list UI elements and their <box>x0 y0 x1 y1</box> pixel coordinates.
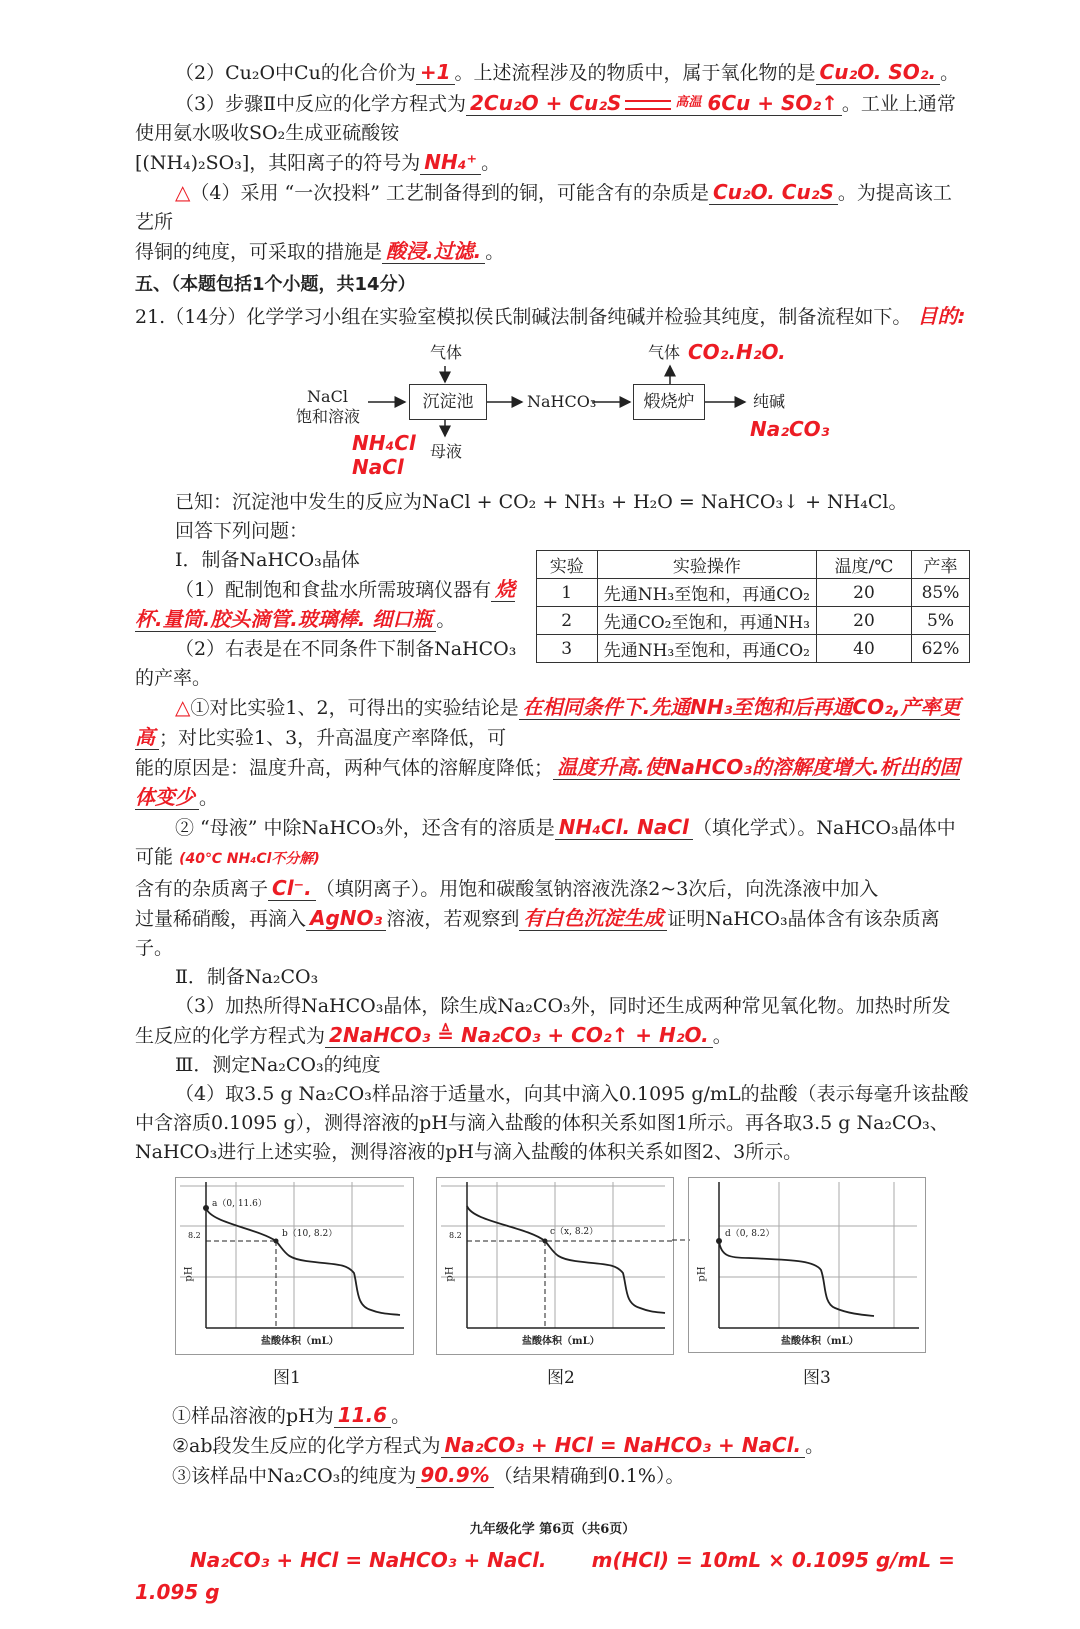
hw-eq-right: 6Cu + SO₂↑ <box>707 91 838 115</box>
cell: 先通NH₃至饱和，再通CO₂ <box>597 635 816 663</box>
part-1-heading: Ⅰ．制备NaHCO₃晶体 <box>175 549 360 571</box>
s2-text: ② “母液” 中除NaHCO₃外，还含有的溶质是 <box>175 817 555 839</box>
q3-end: 。 <box>481 152 501 174</box>
r1-text: ①样品溶液的pH为 <box>172 1405 334 1427</box>
hw-purity: 90.9% <box>416 1463 493 1488</box>
header-cell: 温度/℃ <box>817 551 912 579</box>
y-axis-label: pH <box>444 1266 456 1282</box>
tick-label: 8.2 <box>449 1231 462 1240</box>
hw-eq-left: 2Cu₂O + Cu₂S <box>470 91 622 115</box>
s2-text-7: 证明NaHCO₃晶体含有该杂质离子。 <box>135 908 940 959</box>
x-axis-label: 盐酸体积（mL） <box>261 1336 339 1347</box>
figure-2 <box>436 1177 674 1355</box>
cell: 62% <box>912 635 970 663</box>
r3 <box>135 1461 970 1491</box>
figure-2-caption: 图2 <box>547 1368 575 1388</box>
hw-equation-blank <box>466 93 842 116</box>
p4-cont-2: NaHCO₃进行上述实验，测得溶液的pH与滴入盐酸的体积关系如图2、3所示。 <box>135 1141 803 1163</box>
p3-cont <box>135 1021 970 1051</box>
r1-end: 。 <box>391 1405 411 1427</box>
ph-curve-chart-3 <box>689 1178 925 1352</box>
p3: （3）加热所得NaHCO₃晶体，除生成Na₂CO₃外，同时还生成两种常见氧化物。加热时所发 <box>175 995 951 1017</box>
hw-mother-2: NaCl <box>352 455 404 479</box>
hw-cation: NH₄⁺ <box>420 150 481 175</box>
question-21-line <box>135 302 970 332</box>
figure-3 <box>688 1177 926 1353</box>
question-2 <box>135 58 970 88</box>
p4: （4）取3.5 g Na₂CO₃样品溶于适量水，向其中滴入0.1095 g/mL的盐酸（表示每毫升该盐酸 <box>175 1083 969 1105</box>
s1-text: ①对比实验1、2，可得出的实验结论是 <box>190 697 519 719</box>
flow-nahco3: NaHCO₃ <box>527 392 597 411</box>
s1-cont <box>135 753 970 813</box>
s2-text-6: 溶液，若观察到 <box>386 908 520 930</box>
q4-text-3: 得铜的纯度，可采取的措施是 <box>135 241 383 263</box>
point-b-label: b（10, 8.2） <box>282 1229 338 1239</box>
hw-gas-out: CO₂.H₂O. <box>688 340 786 364</box>
q4-end: 。 <box>485 241 505 263</box>
s2 <box>135 813 970 874</box>
r3-text: ③该样品中Na₂CO₃的纯度为 <box>172 1465 417 1487</box>
part-3-heading: Ⅲ．测定Na₂CO₃的纯度 <box>175 1054 381 1076</box>
flow-product: 纯碱 <box>753 392 786 411</box>
p2-cont: 的产率。 <box>135 667 212 689</box>
hw-product: Na₂CO₃ <box>750 417 830 441</box>
r1 <box>135 1401 970 1431</box>
hw-note: (40℃ NH₄Cl不分解) <box>179 851 320 867</box>
q3-text: （3）步骤Ⅱ中反应的化学方程式为 <box>175 93 467 115</box>
experiment-table <box>536 550 970 663</box>
cell: 2 <box>536 607 597 635</box>
figures-row <box>135 1177 970 1395</box>
ph-curve-chart-2 <box>437 1178 673 1354</box>
point-a-label: a（0, 11.6） <box>212 1199 267 1209</box>
flow-furnace: 煅烧炉 <box>633 384 705 420</box>
hw-ab-eq: Na₂CO₃ + HCl = NaHCO₃ + NaCl. <box>441 1433 806 1458</box>
point-d-label: d（0, 8.2） <box>725 1229 775 1239</box>
hw-ph: 11.6 <box>334 1403 391 1428</box>
q4-text: （4）采用 “一次投料” 工艺制备得到的铜，可能含有的杂质是 <box>190 182 709 204</box>
p4-cont: 中含溶质0.1095 g），测得溶液的pH与滴入盐酸的体积关系如图1所示。再各取3.5 g Na₂CO₃、 <box>135 1112 949 1134</box>
r2-text: ②ab段发生反应的化学方程式为 <box>172 1435 441 1457</box>
table-row <box>536 635 969 663</box>
hw-oxides: Cu₂O. SO₂. <box>816 60 941 85</box>
table-header <box>536 551 969 579</box>
question-3-cont <box>135 148 970 178</box>
p2-text: （2）右表是在不同条件下制备NaHCO₃ <box>175 638 517 660</box>
q2-text-2: 。上述流程涉及的物质中，属于氧化物的是 <box>454 62 816 84</box>
header-cell: 实验 <box>536 551 597 579</box>
cell: 3 <box>536 635 597 663</box>
hw-mother-1: NH₄Cl <box>352 431 416 455</box>
flow-mother-liquor: 母液 <box>430 442 463 461</box>
cell: 85% <box>912 579 970 607</box>
hw-goal: 目的: <box>917 304 966 328</box>
s2-cont <box>135 874 970 904</box>
hw-measure: 酸浸.过滤. <box>382 239 485 264</box>
tick-label: 8.2 <box>188 1231 201 1240</box>
hw-observation: 有白色沉淀生成 <box>519 906 667 931</box>
hw-equals <box>625 100 671 110</box>
flow-settling-tank: 沉淀池 <box>409 384 487 420</box>
table-row <box>536 607 969 635</box>
cell: 1 <box>536 579 597 607</box>
hw-glassware: 烧杯.量筒.胶头滴管.玻璃棒. 细口瓶 <box>135 577 516 631</box>
q3-text-2: 。工业上通常使用氨水吸收SO₂生成亚硫酸铵 <box>135 93 956 144</box>
q2-text: （2）Cu₂O中Cu的化合价为 <box>175 62 416 84</box>
header-cell: 实验操作 <box>597 551 816 579</box>
r3-end: （结果精确到0.1%）。 <box>493 1465 685 1487</box>
s1-end: 。 <box>199 787 219 809</box>
hw-bottom-line <box>135 1545 970 1609</box>
hw-condition: 高温 <box>675 95 702 110</box>
flow-saturated: 饱和溶液 <box>295 407 360 426</box>
s2-cont-2 <box>135 904 970 963</box>
hw-decomposition-eq: 2NaHCO₃ ≜ Na₂CO₃ + CO₂↑ + H₂O. <box>325 1023 713 1048</box>
cell: 40 <box>817 635 912 663</box>
flow-nacl: NaCl <box>307 387 348 406</box>
cell: 先通CO₂至饱和，再通NH₃ <box>597 607 816 635</box>
hw-valence: +1 <box>416 60 455 85</box>
hw-mark-icon: △ <box>175 180 191 204</box>
x-axis-label: 盐酸体积（mL） <box>781 1336 859 1347</box>
page-footer: 九年级化学 第6页（共6页） <box>469 1522 636 1537</box>
s2-text-5: 过量稀硝酸，再滴入 <box>135 908 307 930</box>
point-d <box>716 1238 722 1244</box>
r2 <box>135 1431 970 1461</box>
header-cell: 产率 <box>912 551 970 579</box>
ph-curve <box>719 1241 874 1316</box>
point-a <box>203 1205 209 1211</box>
known-reaction: 已知：沉淀池中发生的反应为NaCl + CO₂ + NH₃ + H₂O = NaHCO₃↓ + NH₄Cl。 <box>175 491 908 513</box>
s1-text-3: 能的原因是：温度升高，两种气体的溶解度降低； <box>135 757 554 779</box>
cell: 先通NH₃至饱和，再通CO₂ <box>597 579 816 607</box>
table-row <box>536 579 969 607</box>
q2-end: 。 <box>940 62 960 84</box>
q3-text-3: [(NH₄)₂SO₃]，其阳离子的符号为 <box>135 152 421 174</box>
s2-text-3: 含有的杂质离子 <box>135 878 269 900</box>
p1-end: 。 <box>436 609 456 631</box>
p3-end: 。 <box>712 1025 732 1047</box>
flow-diagram <box>290 336 850 484</box>
y-axis-label: pH <box>696 1266 708 1282</box>
question-4-cont <box>135 237 970 267</box>
hw-impurity: Cu₂O. Cu₂S <box>709 180 838 205</box>
hw-bottom-eq: Na₂CO₃ + HCl = NaHCO₃ + NaCl. <box>190 1548 547 1572</box>
ph-curve <box>206 1208 400 1315</box>
hw-bottom-calc: m(HCl) = 10mL × 0.1095 g/mL = 1.095 g <box>135 1548 955 1604</box>
s1 <box>135 693 970 753</box>
hw-reagent: AgNO₃ <box>306 906 386 931</box>
hw-solutes: NH₄Cl. NaCl <box>555 815 693 840</box>
x-axis-label: 盐酸体积（mL） <box>522 1336 600 1347</box>
q4-text-2: 。为提高该工艺所 <box>135 182 952 233</box>
hw-ion: Cl⁻. <box>268 876 316 901</box>
s1-text-2: ；对比实验1、3，升高温度产率降低，可 <box>159 727 507 749</box>
figure-1 <box>175 1177 414 1355</box>
answer-prompt: 回答下列问题： <box>175 520 309 542</box>
question-4 <box>135 178 970 237</box>
y-axis-label: pH <box>183 1266 195 1282</box>
question-21: 21.（14分）化学学习小组在实验室模拟侯氏制碱法制备纯碱并检验其纯度，制备流程如下。 <box>135 306 912 328</box>
cell: 20 <box>817 607 912 635</box>
hw-conclusion: 在相同条件下.先通NH₃至饱和后再通CO₂,产率更高 <box>135 695 961 749</box>
figure-1-caption: 图1 <box>273 1368 301 1388</box>
hw-reason: 温度升高.使NaHCO₃的溶解度增大.析出的固体变少 <box>135 755 960 809</box>
cell: 5% <box>912 607 970 635</box>
s2-text-2: （填化学式）。NaHCO₃晶体中可能 <box>135 817 956 868</box>
part-2-heading: Ⅱ．制备Na₂CO₃ <box>175 966 319 988</box>
p3-text: 生反应的化学方程式为 <box>135 1025 326 1047</box>
p1-text: （1）配制饱和食盐水所需玻璃仪器有 <box>175 579 492 601</box>
s2-text-4: （填阴离子）。用饱和碳酸氢钠溶液洗涤2~3次后，向洗涤液中加入 <box>315 878 879 900</box>
cell: 20 <box>817 579 912 607</box>
hw-mark-icon-2: △ <box>175 695 191 719</box>
figure-3-caption: 图3 <box>803 1368 831 1388</box>
flow-gas-in: 气体 <box>430 343 463 362</box>
r2-end: 。 <box>805 1435 825 1457</box>
section-heading: 五、（本题包括1个小题，共14分） <box>135 274 416 295</box>
question-3 <box>135 88 970 148</box>
flow-gas-out: 气体 <box>648 343 681 362</box>
point-c-label: c（x, 8.2） <box>550 1227 599 1237</box>
